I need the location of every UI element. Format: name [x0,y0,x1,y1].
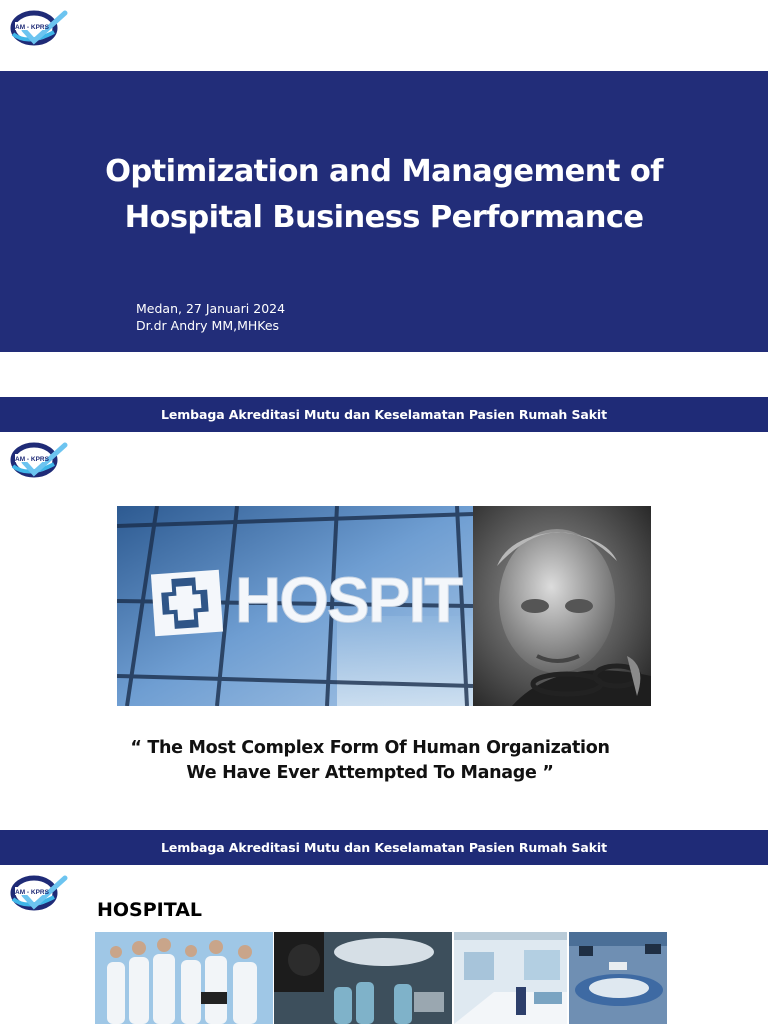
quote-line-2: We Have Ever Attempted To Manage ” [186,763,554,783]
presenter-name: Dr.dr Andry MM,MHKes [136,318,280,333]
section-heading: HOSPITAL [97,899,203,921]
title-slide [0,71,768,352]
title-line-2: Hospital Business Performance [124,200,644,235]
presentation-meta [136,300,285,334]
footer-text: Lembaga Akreditasi Mutu dan Keselamatan Pasien Rumah Sakit [161,840,607,855]
title-line-1: Optimization and Management of [105,154,663,189]
lam-kprs-logo-icon [10,8,68,50]
slide-title [34,149,734,241]
operating-room-photo [274,932,452,1024]
hospital-sign-text: HOSPIT [235,564,462,636]
surgery-suite-photo [569,932,667,1024]
presentation-date: Medan, 27 Januari 2024 [136,301,286,316]
lam-kprs-logo-icon [10,440,68,482]
quote [90,736,650,786]
logo-text: LAM - KPRS [11,24,49,31]
footer-banner-2 [0,830,768,865]
photo-illustration [117,506,651,706]
doctors-photo [95,932,273,1024]
logo-text: LAM - KPRS [11,456,49,463]
quote-line-1: “ The Most Complex Form Of Human Organization [130,738,610,758]
footer-banner-1 [0,397,768,432]
logo-text: LAM - KPRS [11,889,49,896]
lam-kprs-logo-icon [10,873,68,915]
hospital-and-portrait-photo [117,506,651,706]
footer-text: Lembaga Akreditasi Mutu dan Keselamatan Pasien Rumah Sakit [161,407,607,422]
ward-photo [454,932,567,1024]
